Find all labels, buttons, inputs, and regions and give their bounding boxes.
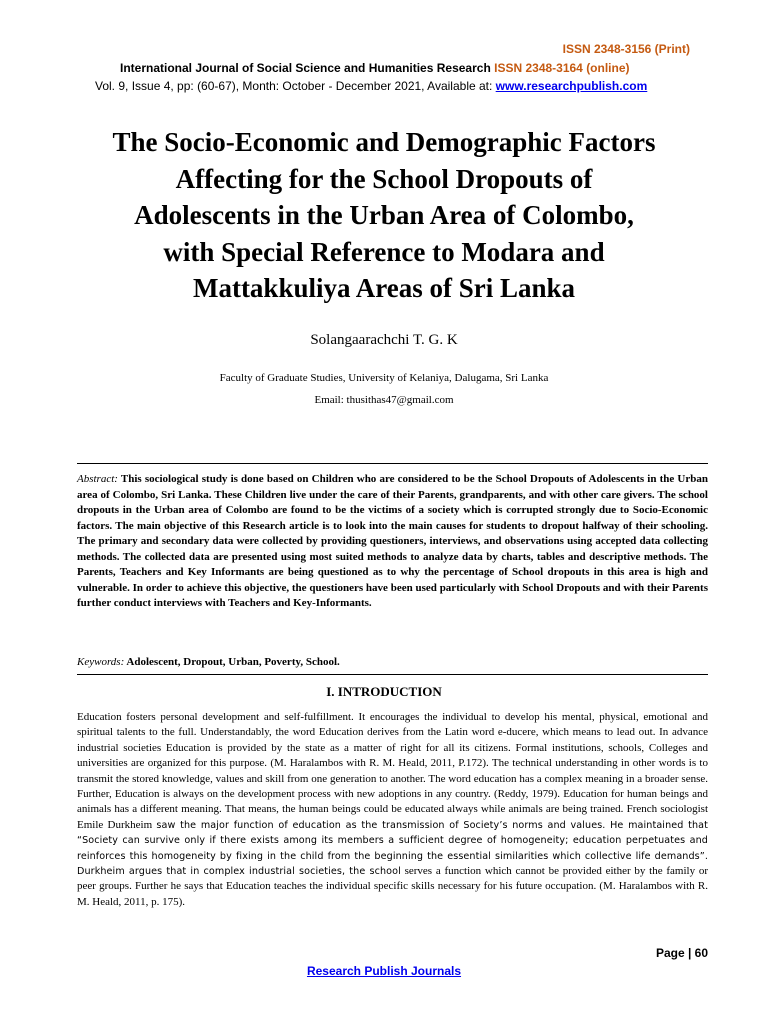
paper-title (60, 124, 708, 307)
issn-online: ISSN 2348-3164 (online) (494, 61, 630, 75)
author-affiliation: Faculty of Graduate Studies, University of Kelaniya, Dalugama, Sri Lanka (219, 372, 549, 384)
keywords-text: Adolescent, Dropout, Urban, Poverty, School. (126, 656, 340, 668)
author-name: Solangaarachchi T. G. K (310, 332, 458, 348)
journal-header (120, 61, 700, 75)
title-line: The Socio-Economic and Demographic Factors (112, 127, 656, 157)
title-line: Mattakkuliya Areas of Sri Lanka (192, 273, 576, 303)
abstract-bottom-rule (77, 674, 708, 675)
keywords-label: Keywords: (77, 656, 125, 668)
abstract-label: Abstract: (77, 473, 118, 485)
section-heading-introduction: I. INTRODUCTION (326, 684, 442, 699)
volume-info: Vol. 9, Issue 4, pp: (60-67), Month: October - December 2021, Available at: (95, 79, 496, 93)
footer (0, 964, 768, 978)
abstract-text: This sociological study is done based on Children who are considered to be the School Dropouts of Adolescents in the Urban area of Colombo, Sri Lanka. These Children live under the care of their Parents, grandparents, and with other care givers. The school dropouts in the Urban area of Colombo are found to be the victims of a society which is corrupted strongly due to Socio-Economic factors. The main objective of this Research article is to look into the main causes for students to dropout halfway of their schooling. The primary and secondary data were collected by providing questioners, interviews, and observations using accepted data collecting methods. The collected data are presented using most suited methods to analyze data by charts, tables and descriptive methods. The Parents, Teachers and Key Informants are being questioned as to why the percentage of School dropouts in this area is high and vulnerable. In order to achieve this objective, the questioners have been used particularly with School Dropouts and with their Parents further conduct interviews with Teachers and Key-Informants. (77, 473, 708, 609)
abstract (77, 472, 708, 612)
title-line: Affecting for the School Dropouts of (175, 163, 593, 194)
keywords (77, 656, 708, 668)
intro-text-part-3: serves a function which cannot be provided either by the family or peer groups. Further he says that Education teaches the individual specific skills necessary for his future occupation. (M. Haralambos with R. M. Heald, 2011, p. 175). (77, 865, 708, 908)
abstract-top-rule (77, 463, 708, 464)
title-line: Adolescents in the Urban Area of Colombo, (134, 200, 634, 230)
volume-info-line (95, 79, 695, 93)
journal-name: International Journal of Social Science and Humanities Research (120, 61, 491, 75)
page-number: Page | 60 (655, 946, 708, 960)
introduction-paragraph (77, 710, 708, 910)
website-link[interactable]: www.researchpublish.com (495, 79, 648, 93)
author-email: Email: thusithas47@gmail.com (314, 394, 454, 406)
intro-text-part-2: saw the major function of education as the transmission of Society’s norms and values. He maintained that “Society can survive only if there exists among its members a sufficient degree of homogeneity; education perpetuates and reinforces this homogeneity by fixing in the child from the beginning the essential similarities which collective life demands”. Durkheim argues that in complex industrial societies, the school (77, 819, 708, 878)
publisher-link[interactable]: Research Publish Journals (306, 964, 462, 978)
title-line: with Special Reference to Modara and (163, 236, 605, 267)
intro-text-part-1: Education fosters personal development and self-fulfillment. It encourages the individual to develop his mental, physical, emotional and spiritual talents to the full. Understandably, the word Education derives from the Latin word e-ducere, which means to lead out. In advance industrial societies Education is provided by the state as a matter of right for all its citizens. Formal institutions, schools, Colleges and universities are organized for this purpose. (M. Haralambos with R. M. Heald, 2011, P.172). The technical understanding in other words is to transmit the stored knowledge, values and skill from one generation to another. The word education has a complex meaning in a broader sense. Further, Education is always on the development process with new adoptions in any country. (Reddy, 1979). Education for human beings and animals has a different meaning. That means, the human beings could be educated always while animals are being trained. French sociologist Emile Durkheim (77, 711, 708, 831)
issn-print: ISSN 2348-3156 (Print) (562, 42, 690, 56)
